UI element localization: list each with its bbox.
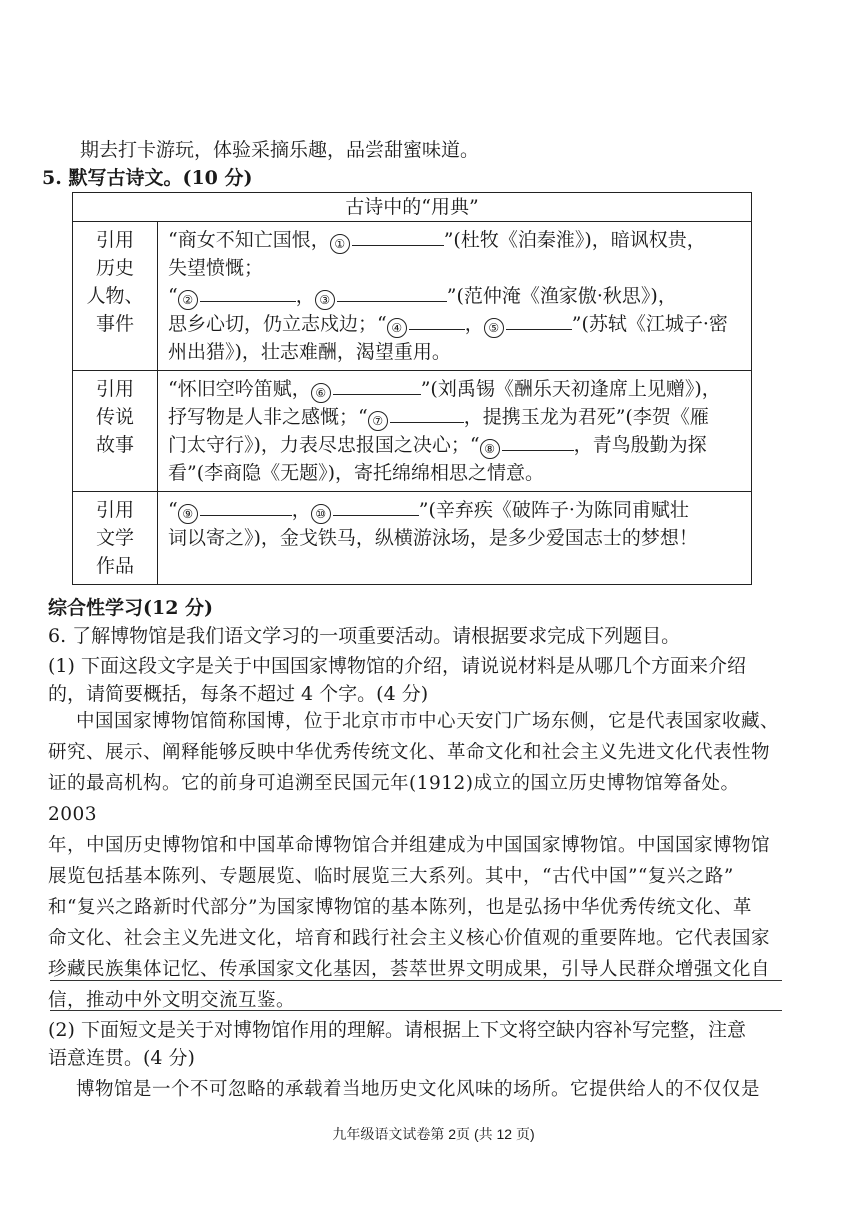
question-6-intro: 6. 了解博物馆是我们语文学习的一项重要活动。请根据要求完成下列题目。: [48, 625, 681, 647]
category-label: 故事: [95, 434, 134, 456]
answer-blank[interactable]: [337, 283, 447, 302]
answer-blank[interactable]: [502, 432, 574, 451]
answer-blank[interactable]: [506, 311, 572, 330]
table-header-row: [73, 193, 752, 222]
content-line: 思乡心切，仍立志戍边；“ ④ ， ⑤ ”(苏轼《江城子·密: [168, 310, 743, 338]
category-label: 引用: [95, 499, 134, 521]
passage-line: 珍藏民族集体记忆、传承国家文化基因，荟萃世界文明成果，引导人民群众增强文化自: [48, 959, 771, 980]
table-row-legend: [73, 371, 752, 492]
question-5-title: 5. 默写古诗文。(10 分): [42, 167, 253, 189]
answer-blank[interactable]: [333, 376, 421, 395]
content-line: 失望愤慨；: [168, 257, 264, 279]
sub-question-1-line: (1) 下面这段文字是关于中国国家博物馆的介绍，请说说材料是从哪几个方面来介绍: [48, 655, 746, 677]
sub-question-2-line: (2) 下面短文是关于对博物馆作用的理解。请根据上下文将空缺内容补写完整，注意: [48, 1019, 746, 1041]
continued-text-line: 期去打卡游玩，体验采摘乐趣，品尝甜蜜味道。: [80, 139, 480, 161]
content-line: “ ② ， ③ ”(范仲淹《渔家傲·秋思》)，: [168, 282, 743, 310]
answer-blank[interactable]: [333, 497, 419, 516]
content-line: “怀旧空吟笛赋， ⑥ ”(刘禹锡《酬乐天初逢席上见赠》)，: [168, 375, 743, 403]
blank-number: ④: [387, 318, 407, 338]
category-label: 事件: [95, 313, 134, 335]
category-label: 引用: [95, 378, 134, 400]
answer-line[interactable]: [50, 980, 782, 981]
answer-blank[interactable]: [200, 283, 296, 302]
table-row-history: [73, 222, 752, 371]
passage-line: 年，中国历史博物馆和中国革命博物馆合并组建成为中国国家博物馆。中国国家博物馆: [48, 835, 771, 856]
content-line: 词以寄之》)，金戈铁马，纵横游泳场，是多少爱国志士的梦想！: [168, 527, 698, 549]
category-label: 历史: [95, 257, 134, 279]
content-line: 看”(李商隐《无题》)，寄托绵绵相思之情意。: [168, 462, 545, 484]
blank-number: ⑧: [480, 439, 500, 459]
passage-line: 证的最高机构。它的前身可追溯至民国元年(1912)成立的国立历史博物馆筹备处。2003: [48, 773, 740, 825]
table-header: 古诗中的“用典”: [73, 193, 752, 222]
content-line: 抒写物是人非之感慨；“ ⑦ ，提携玉龙为君死”(李贺《雁: [168, 403, 743, 431]
passage-line: 和“复兴之路新时代部分”为国家博物馆的基本陈列，也是弘扬中华优秀传统文化、革: [48, 897, 752, 918]
content-line: 门太守行》)，力表尽忠报国之决心；“ ⑧ ，青鸟殷勤为探: [168, 431, 743, 459]
passage-line: 信，推动中外文明交流互鉴。: [48, 990, 296, 1011]
blank-number: ③: [315, 290, 335, 310]
passage-2-line: 博物馆是一个不可忽略的承载着当地历史文化风味的场所。它提供给人的不仅仅是: [76, 1079, 761, 1100]
blank-number: ①: [330, 234, 350, 254]
allusion-table: [72, 192, 752, 585]
content-cell: [158, 492, 752, 585]
blank-number: ⑤: [484, 318, 504, 338]
content-cell: [158, 222, 752, 371]
answer-blank[interactable]: [352, 227, 444, 246]
category-label: 引用: [95, 229, 134, 251]
blank-number: ⑦: [368, 411, 388, 431]
content-line: “ ⑨ ， ⑩ ”(辛弃疾《破阵子·为陈同甫赋壮: [168, 496, 743, 524]
content-cell: [158, 371, 752, 492]
answer-line[interactable]: [50, 1010, 782, 1011]
blank-number: ⑩: [311, 504, 331, 524]
category-cell: [73, 371, 158, 492]
passage-line: 研究、展示、阐释能够反映中华优秀传统文化、革命文化和社会主义先进文化代表性物: [48, 742, 771, 763]
category-label: 文学: [95, 527, 134, 549]
category-cell: [73, 492, 158, 585]
answer-blank[interactable]: [200, 497, 292, 516]
sub-question-2-line: 语意连贯。(4 分): [48, 1047, 195, 1069]
category-label: 传说: [95, 406, 134, 428]
blank-number: ⑥: [311, 383, 331, 403]
passage-line: 中国国家博物馆简称国博，位于北京市市中心天安门广场东侧，它是代表国家收藏、: [76, 711, 780, 732]
section-title: 综合性学习(12 分): [48, 597, 214, 619]
category-label: 人物、: [86, 285, 144, 307]
blank-number: ⑨: [178, 504, 198, 524]
passage-line: 命文化、社会主义先进文化，培育和践行社会主义核心价值观的重要阵地。它代表国家: [48, 928, 771, 949]
content-line: “商女不知亡国恨， ① ”(杜牧《泊秦淮》)，暗讽权贵，: [168, 226, 743, 254]
passage-line: 展览包括基本陈列、专题展览、临时展览三大系列。其中，“古代中国”“复兴之路”: [48, 866, 734, 887]
page-footer: 九年级语文试卷第 2页 (共 12 页): [332, 1126, 535, 1142]
table-row-literature: [73, 492, 752, 585]
category-label: 作品: [95, 555, 134, 577]
museum-passage: [48, 706, 788, 1016]
blank-number: ②: [178, 290, 198, 310]
content-line: 州出猎》)，壮志难酬，渴望重用。: [168, 341, 451, 363]
answer-blank[interactable]: [409, 311, 465, 330]
answer-blank[interactable]: [390, 404, 464, 423]
sub-question-1-line: 的，请简要概括，每条不超过 4 个字。(4 分): [48, 683, 429, 705]
category-cell: [73, 222, 158, 371]
